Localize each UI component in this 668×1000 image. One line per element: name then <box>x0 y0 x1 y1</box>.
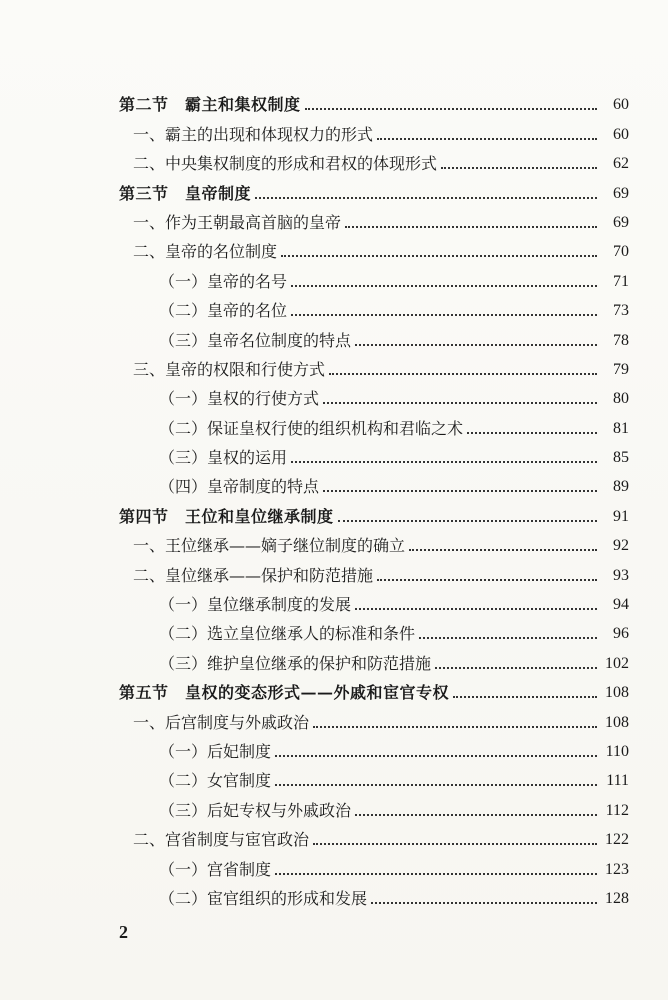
dot-leader <box>377 578 597 581</box>
toc-entry-title: （三）后妃专权与外戚政治 <box>159 800 352 820</box>
toc-item-entry <box>119 380 629 409</box>
toc-item-entry <box>119 644 629 673</box>
dot-leader <box>345 225 597 228</box>
table-of-contents <box>119 86 629 909</box>
toc-entry-title: 三、皇帝的权限和行使方式 <box>133 359 326 379</box>
dot-leader <box>453 695 597 698</box>
page-number: 2 <box>119 922 128 942</box>
toc-entry-title: （一）皇位继承制度的发展 <box>159 595 352 615</box>
toc-item-entry <box>119 615 629 644</box>
dot-leader <box>329 372 597 375</box>
dot-leader <box>313 725 597 728</box>
toc-entry-page: 62 <box>613 155 629 173</box>
toc-entry-title: （四）皇帝制度的特点 <box>159 477 320 497</box>
toc-entry-title: 二、宫省制度与宦官政治 <box>133 830 310 850</box>
toc-entry-page: 91 <box>613 507 629 525</box>
toc-entry-title: 二、皇位继承——保护和防范措施 <box>133 565 374 585</box>
toc-entry-page: 128 <box>605 889 629 907</box>
toc-entry-title: （二）皇帝的名位 <box>159 301 288 321</box>
dot-leader <box>435 666 597 669</box>
dot-leader <box>275 872 597 875</box>
toc-entry-title: 二、中央集权制度的形成和君权的体现形式 <box>133 154 438 174</box>
toc-subsection-entry <box>119 351 629 380</box>
toc-entry-page: 110 <box>605 742 629 760</box>
dot-leader <box>371 901 597 904</box>
toc-entry-title: 第四节 王位和皇位继承制度 <box>119 506 334 526</box>
dot-leader <box>377 137 597 140</box>
toc-entry-page: 92 <box>613 537 629 555</box>
toc-entry-page: 122 <box>605 831 629 849</box>
toc-entry-page: 69 <box>613 184 629 202</box>
dot-leader <box>291 313 597 316</box>
toc-entry-page: 60 <box>613 96 629 114</box>
toc-entry-title: 一、后宫制度与外戚政治 <box>133 712 310 732</box>
toc-entry-title: 一、作为王朝最高首脑的皇帝 <box>133 212 342 232</box>
toc-entry-title: （三）皇权的运用 <box>159 448 288 468</box>
toc-item-entry <box>119 850 629 879</box>
toc-entry-title: 一、霸主的出现和体现权力的形式 <box>133 124 374 144</box>
dot-leader <box>291 460 597 463</box>
toc-entry-title: （一）皇帝的名号 <box>159 271 288 291</box>
dot-leader <box>355 607 597 610</box>
toc-entry-title: （一）后妃制度 <box>159 741 272 761</box>
toc-entry-title: 二、皇帝的名位制度 <box>133 242 278 262</box>
toc-entry-title: （三）皇帝名位制度的特点 <box>159 330 352 350</box>
toc-entry-page: 80 <box>613 390 629 408</box>
dot-leader <box>305 107 597 110</box>
toc-entry-title: 第五节 皇权的变态形式——外戚和宦官专权 <box>119 683 450 703</box>
toc-entry-title: （二）女官制度 <box>159 771 272 791</box>
dot-leader <box>441 166 597 169</box>
toc-entry-title: （一）皇权的行使方式 <box>159 389 320 409</box>
dot-leader <box>275 754 597 757</box>
dot-leader <box>409 548 597 551</box>
toc-section-entry <box>119 497 629 526</box>
toc-item-entry <box>119 409 629 438</box>
toc-entry-page: 81 <box>613 419 629 437</box>
toc-entry-title: （二）选立皇位继承人的标准和条件 <box>159 624 416 644</box>
toc-section-entry <box>119 86 629 115</box>
dot-leader <box>355 343 597 346</box>
toc-item-entry <box>119 468 629 497</box>
toc-entry-page: 108 <box>605 713 629 731</box>
toc-entry-page: 123 <box>605 860 629 878</box>
toc-item-entry <box>119 762 629 791</box>
toc-entry-page: 93 <box>613 566 629 584</box>
dot-leader <box>419 636 597 639</box>
toc-item-entry <box>119 292 629 321</box>
toc-entry-page: 78 <box>613 331 629 349</box>
dot-leader <box>467 431 597 434</box>
dot-leader <box>338 519 597 522</box>
toc-entry-page: 96 <box>613 625 629 643</box>
toc-subsection-entry <box>119 821 629 850</box>
dot-leader <box>313 842 597 845</box>
dot-leader <box>355 813 597 816</box>
toc-section-entry <box>119 674 629 703</box>
toc-entry-page: 70 <box>613 243 629 261</box>
toc-item-entry <box>119 321 629 350</box>
toc-subsection-entry <box>119 527 629 556</box>
toc-subsection-entry <box>119 233 629 262</box>
toc-subsection-entry <box>119 145 629 174</box>
toc-entry-title: 第三节 皇帝制度 <box>119 183 252 203</box>
dot-leader <box>281 254 597 257</box>
toc-item-entry <box>119 262 629 291</box>
toc-subsection-entry <box>119 556 629 585</box>
dot-leader <box>275 783 597 786</box>
toc-entry-page: 73 <box>613 302 629 320</box>
toc-subsection-entry <box>119 204 629 233</box>
toc-item-entry <box>119 586 629 615</box>
toc-item-entry <box>119 439 629 468</box>
toc-item-entry <box>119 733 629 762</box>
toc-entry-title: 第二节 霸主和集权制度 <box>119 95 301 115</box>
dot-leader <box>255 196 597 199</box>
toc-subsection-entry <box>119 115 629 144</box>
toc-entry-page: 85 <box>613 449 629 467</box>
toc-entry-page: 112 <box>605 801 629 819</box>
dot-leader <box>323 489 597 492</box>
toc-entry-page: 89 <box>613 478 629 496</box>
toc-entry-page: 111 <box>606 772 629 790</box>
toc-entry-page: 108 <box>605 684 629 702</box>
toc-entry-title: （一）宫省制度 <box>159 859 272 879</box>
toc-item-entry <box>119 791 629 820</box>
dot-leader <box>291 284 597 287</box>
toc-section-entry <box>119 174 629 203</box>
toc-entry-title: （二）宦官组织的形成和发展 <box>159 888 368 908</box>
toc-entry-title: 一、王位继承——嫡子继位制度的确立 <box>133 536 406 556</box>
toc-entry-page: 71 <box>613 272 629 290</box>
toc-entry-page: 60 <box>613 125 629 143</box>
toc-entry-page: 69 <box>613 213 629 231</box>
toc-item-entry <box>119 880 629 909</box>
toc-entry-page: 79 <box>613 360 629 378</box>
toc-entry-page: 94 <box>613 596 629 614</box>
dot-leader <box>323 401 597 404</box>
toc-entry-page: 102 <box>605 654 629 672</box>
toc-subsection-entry <box>119 703 629 732</box>
toc-entry-title: （三）维护皇位继承的保护和防范措施 <box>159 653 432 673</box>
toc-entry-title: （二）保证皇权行使的组织机构和君临之术 <box>159 418 464 438</box>
